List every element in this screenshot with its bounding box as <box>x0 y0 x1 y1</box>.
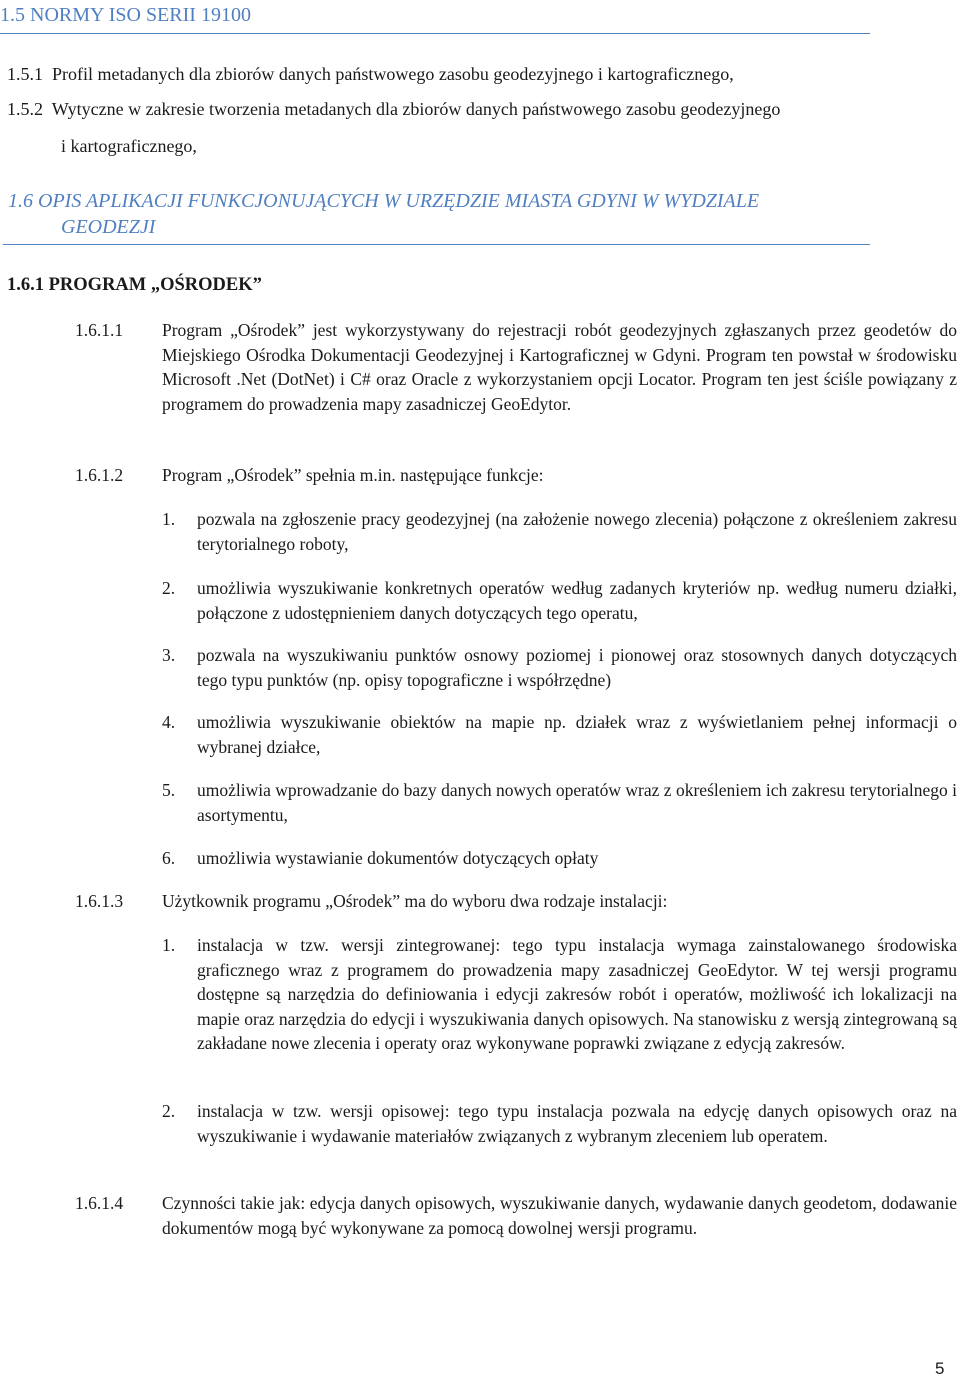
section-heading-1-6: 1.6 OPIS APLIKACJI FUNKCJONUJĄCYCH W URZĘDZIE MIASTA GDYNI W WYDZIALE <box>8 190 760 212</box>
paragraph-text: Użytkownik programu „Ośrodek” ma do wyboru dwa rodzaje instalacji: <box>162 891 668 911</box>
list-item: umożliwia wyszukiwanie konkretnych operatów według zadanych kryteriów np. według numeru działki, połączone z udostępnieniem danych dotyczących tego operatu, <box>197 578 957 623</box>
paragraph-number: 1.6.1.1 <box>75 320 124 340</box>
list-item-number: 1. <box>162 509 176 529</box>
list-item: pozwala na zgłoszenie pracy geodezyjnej (na założenie nowego zlecenia) połączone z określeniem zakresu terytorialnego roboty, <box>197 509 957 554</box>
ref-number: 1.5.2 <box>7 99 43 119</box>
ref-1-5-2-cont: i kartograficznego, <box>61 136 197 156</box>
paragraph-text: Program „Ośrodek” spełnia m.in. następujące funkcje: <box>162 465 544 485</box>
ref-text: Profil metadanych dla zbiorów danych państwowego zasobu geodezyjnego i kartograficznego, <box>52 64 734 84</box>
list-item: umożliwia wyszukiwanie obiektów na mapie np. działek wraz z wyświetlaniem pełnej informacji o wybranej działce, <box>197 712 957 757</box>
paragraph-text: Czynności takie jak: edycja danych opisowych, wyszukiwanie danych, wydawanie danych geodetom, dodawanie dokumentów mogą być wykonywane za pomocą dowolnej wersji programu. <box>162 1193 957 1238</box>
list-item: umożliwia wystawianie dokumentów dotyczących opłaty <box>197 848 599 868</box>
ref-1-5-1 <box>7 62 734 87</box>
list-item: pozwala na wyszukiwaniu punktów osnowy poziomej i pionowej oraz stosownych danych dotyczących tego typu punktów (np. opisy topograficzne i współrzędne) <box>197 645 957 690</box>
list-item-number: 1. <box>162 935 176 955</box>
list-item: instalacja w tzw. wersji zintegrowanej: tego typu instalacja wymaga zainstalowanego środowiska graficznego wraz z programem do prowadzenia mapy zasadniczej GeoEdytor. W tej wersji programu dostępne są narzędzia do definiowania i edycji zakresów robót i operatów, możliwość ich lokalizacji na mapie oraz narzędzia do edycji i wyszukiwania danych opisowych. Na stanowisku z wersją zintegrowaną są zakładane nowe zlecenia i operaty oraz wykonywane poprawki związane z edycją zakresów. <box>197 935 957 1053</box>
ref-text: Wytyczne w zakresie tworzenia metadanych dla zbiorów danych państwowego zasobu geodezyjnego <box>51 99 781 119</box>
list-item-number: 6. <box>162 848 176 868</box>
paragraph-text: Program „Ośrodek” jest wykorzystywany do rejestracji robót geodezyjnych zgłaszanych przez geodetów do Miejskiego Ośrodka Dokumentacji Geodezyjnej i Kartograficznej w Gdyni. Program ten powstał w środowisku Microsoft .Net (DotNet) i C# oraz Oracle z wykorzystaniem opcji Locator. Program ten jest ściśle powiązany z programem do prowadzenia mapy zasadniczej GeoEdytor. <box>162 320 957 414</box>
list-item-number: 5. <box>162 780 176 800</box>
heading-underline <box>0 33 870 34</box>
section-heading-1-6-1: 1.6.1 PROGRAM „OŚRODEK” <box>7 275 262 295</box>
list-item-number: 2. <box>162 578 176 598</box>
list-item: instalacja w tzw. wersji opisowej: tego typu instalacja pozwala na edycję danych opisowych oraz na wyszukiwanie i wydawanie materiałów związanych z wybranym zleceniem lub operatem. <box>197 1101 957 1146</box>
list-item: umożliwia wprowadzanie do bazy danych nowych operatów wraz z określeniem ich zakresu terytorialnego i asortymentu, <box>197 780 957 825</box>
section-heading-1-6-cont: GEODEZJI <box>61 216 156 238</box>
paragraph-number: 1.6.1.2 <box>75 465 124 485</box>
list-item-number: 3. <box>162 645 176 665</box>
list-item-number: 4. <box>162 712 176 732</box>
paragraph-number: 1.6.1.3 <box>75 891 124 911</box>
list-item-number: 2. <box>162 1101 176 1121</box>
page-number: 5 <box>935 1359 945 1378</box>
heading-underline <box>3 244 870 245</box>
ref-number: 1.5.1 <box>7 64 43 84</box>
section-heading-1-5: 1.5 NORMY ISO SERII 19100 <box>0 4 251 26</box>
ref-1-5-2 <box>7 97 780 122</box>
paragraph-number: 1.6.1.4 <box>75 1193 124 1213</box>
